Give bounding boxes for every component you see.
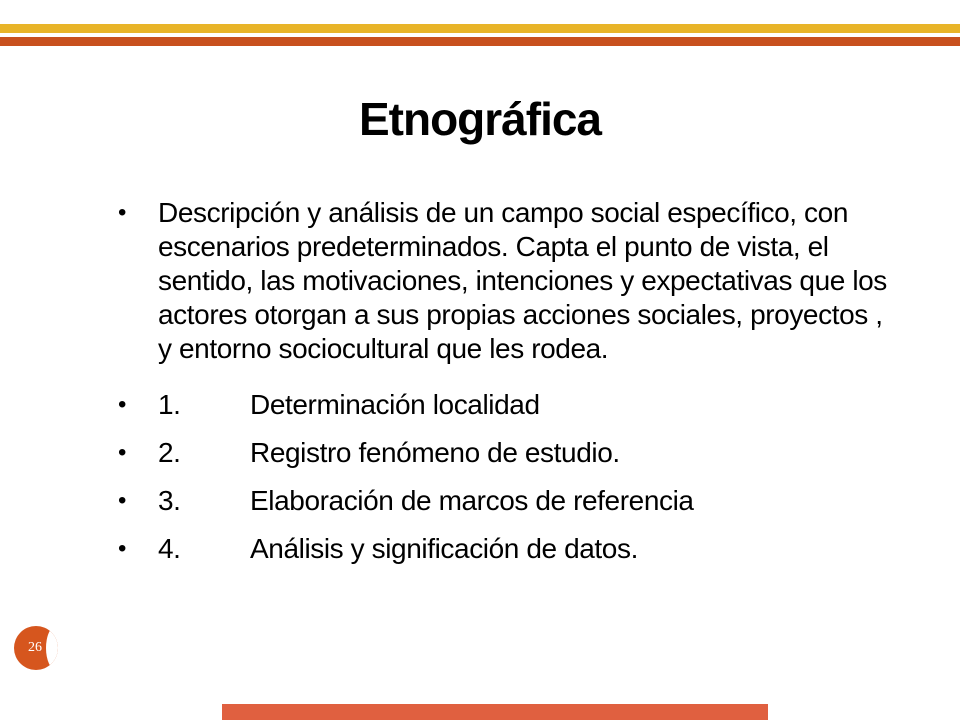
step-text: Determinación localidad [250,389,540,420]
step-bullet-2 [118,436,898,470]
bullet-marker: • [118,439,127,466]
top-decorative-rule-red [0,37,960,46]
step-number: 2. [158,437,181,468]
step-bullet-1 [118,388,898,422]
slide-number: 26 [28,640,42,655]
description-text: Descripción y análisis de un campo social específico, con escenarios predeterminados. Capta el punto de vista, el sentido, las motivaciones, intenciones y expectativas que los actores otorgan a sus propias acciones sociales, proyectos , y entorno sociocultural que les rodea. [158,197,887,364]
step-bullet-3 [118,484,898,518]
slide-title: Etnográfica [358,93,602,145]
bottom-decorative-bar [222,704,768,720]
step-text: Registro fenómeno de estudio. [250,437,620,468]
step-number: 1. [158,389,181,420]
bullet-marker: • [118,487,127,514]
step-number: 4. [158,533,181,564]
bullet-marker: • [118,199,127,226]
step-text: Análisis y significación de datos. [250,533,638,564]
bullet-marker: • [118,391,127,418]
bullet-list [118,196,898,580]
badge-cutout [46,626,58,670]
step-text: Elaboración de marcos de referencia [250,485,694,516]
description-bullet [118,196,898,366]
top-decorative-rule-gold [0,24,960,33]
step-bullet-4 [118,532,898,566]
slide-number-badge [14,626,58,670]
step-number: 3. [158,485,181,516]
bullet-marker: • [118,535,127,562]
